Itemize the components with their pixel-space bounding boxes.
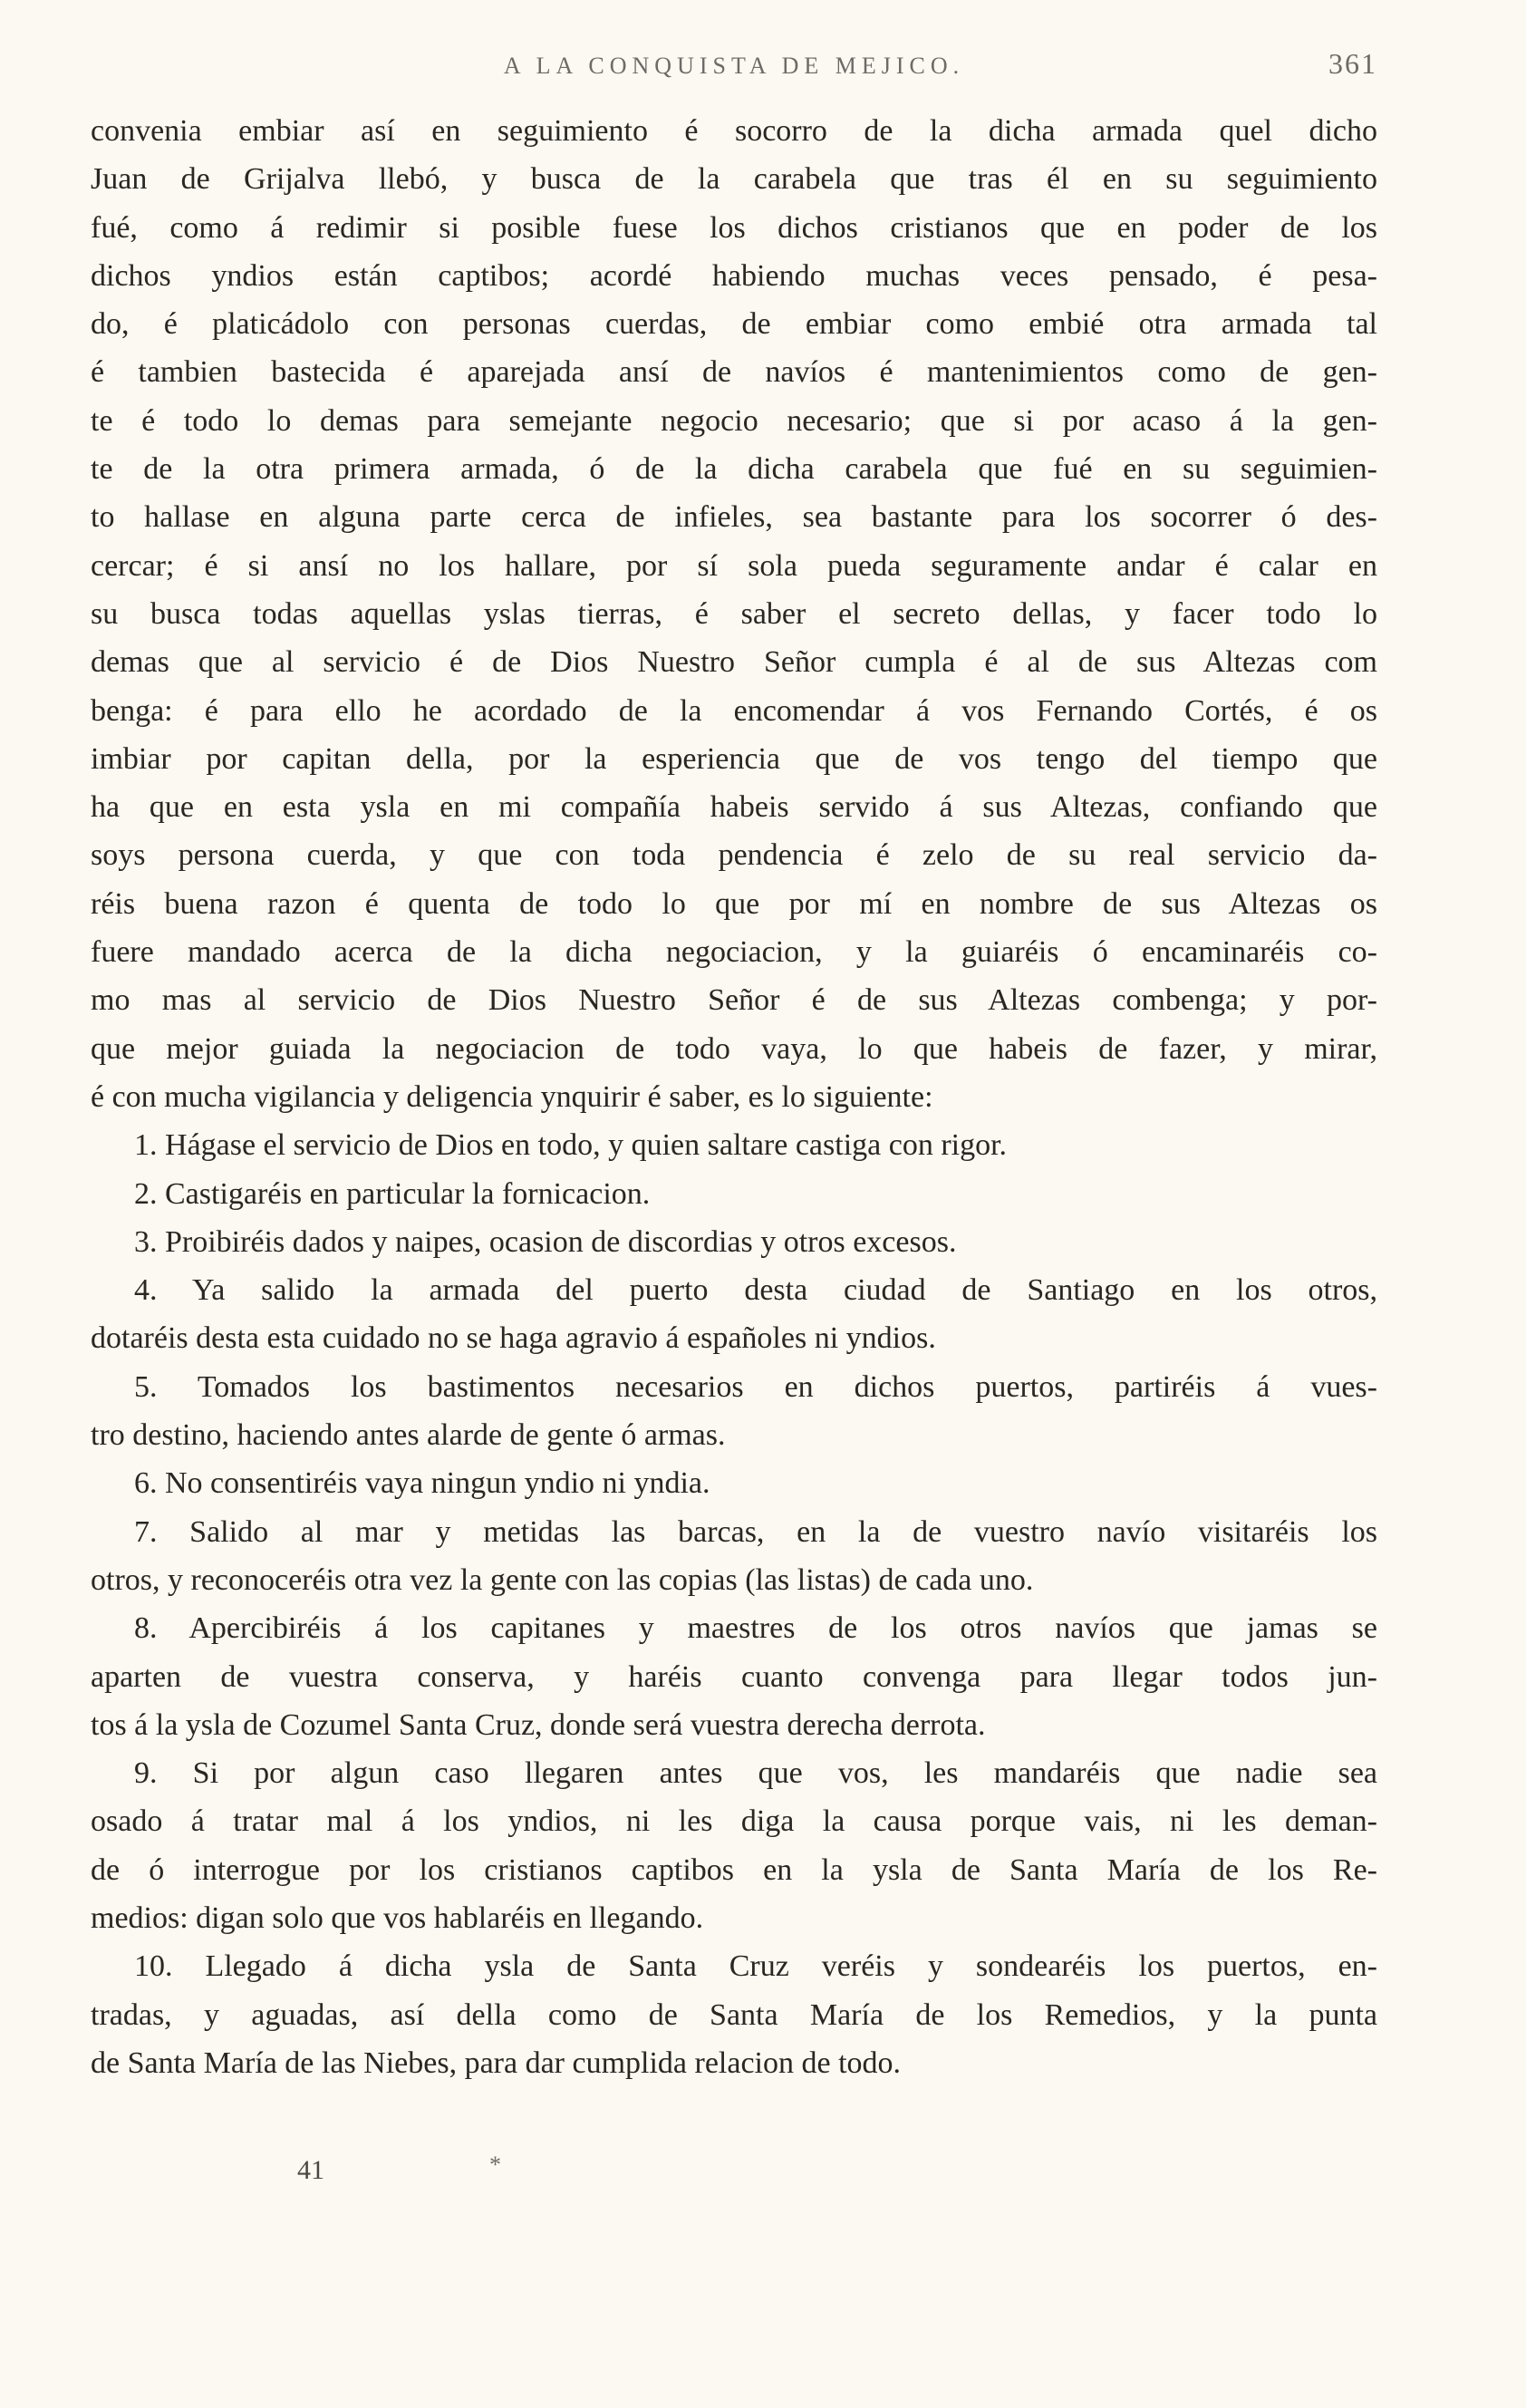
asterisk-mark: * <box>489 2152 501 2178</box>
text-line: su busca todas aquellas yslas tierras, é saber el secreto dellas, y facer todo lo <box>91 596 1377 631</box>
text-line: medios: digan solo que vos hablaréis en llegando. <box>91 1900 704 1935</box>
list-item-10: 10. Llegado á dicha ysla de Santa Cruz veréis y sondearéis los puertos, en- <box>134 1949 1377 1984</box>
list-item-6: 6. No consentiréis vaya ningun yndio ni yndia. <box>134 1466 710 1501</box>
text-line: demas que al servicio é de Dios Nuestro Señor cumpla é al de sus Altezas com <box>91 645 1377 680</box>
text-line: do, é platicádolo con personas cuerdas, de embiar como embié otra armada tal <box>91 307 1377 342</box>
text-line: é con mucha vigilancia y deligencia ynquirir é saber, es lo siguiente: <box>91 1079 933 1114</box>
text-line: mo mas al servicio de Dios Nuestro Señor é de sus Altezas combenga; y por- <box>91 983 1377 1018</box>
list-item-8: 8. Apercibiréis á los capitanes y maestres de los otros navíos que jamas se <box>134 1611 1377 1646</box>
text-line: osado á tratar mal á los yndios, ni les diga la causa porque vais, ni les deman- <box>91 1804 1377 1839</box>
text-line: fué, como á redimir si posible fuese los dichos cristianos que en poder de los <box>91 210 1377 245</box>
body-text <box>91 107 1377 2087</box>
list-item-7: 7. Salido al mar y metidas las barcas, en la de vuestro navío visitaréis los <box>134 1514 1377 1549</box>
signature-mark: 41 <box>297 2155 324 2185</box>
text-line: soys persona cuerda, y que con toda pendencia é zelo de su real servicio da- <box>91 838 1377 873</box>
text-line: otros, y reconoceréis otra vez la gente con las copias (las listas) de cada uno. <box>91 1562 1034 1597</box>
text-line: réis buena razon é quenta de todo lo que por mí en nombre de sus Altezas os <box>91 886 1377 921</box>
list-item-5: 5. Tomados los bastimentos necesarios en dichos puertos, partiréis á vues- <box>134 1369 1377 1404</box>
running-head: A LA CONQUISTA DE MEJICO. <box>503 53 965 79</box>
text-line: cercar; é si ansí no los hallare, por sí sola pueda seguramente andar é calar en <box>91 548 1377 583</box>
text-line: dotaréis desta esta cuidado no se haga agravio á españoles ni yndios. <box>91 1321 936 1356</box>
page-footer <box>91 2152 634 2200</box>
text-line: te é todo lo demas para semejante negocio necesario; que si por acaso á la gen- <box>91 403 1377 438</box>
list-item-9: 9. Si por algun caso llegaren antes que vos, les mandaréis que nadie sea <box>134 1756 1377 1791</box>
text-line: tradas, y aguadas, así della como de Santa María de los Remedios, y la punta <box>91 1997 1377 2032</box>
list-item-2: 2. Castigaréis en particular la fornicacion. <box>134 1176 651 1211</box>
list-item-4: 4. Ya salido la armada del puerto desta ciudad de Santiago en los otros, <box>134 1273 1377 1308</box>
page-number: 361 <box>1328 47 1377 80</box>
page-header <box>91 47 1377 89</box>
text-line: to hallase en alguna parte cerca de infieles, sea bastante para los socorrer ó des- <box>91 500 1377 535</box>
text-line: te de la otra primera armada, ó de la dicha carabela que fué en su seguimien- <box>91 452 1377 487</box>
text-line: dichos yndios están captibos; acordé habiendo muchas veces pensado, é pesa- <box>91 258 1377 293</box>
list-item-1: 1. Hágase el servicio de Dios en todo, y quien saltare castiga con rigor. <box>134 1128 1008 1163</box>
text-line: benga: é para ello he acordado de la encomendar á vos Fernando Cortés, é os <box>91 693 1377 728</box>
text-line: fuere mandado acerca de la dicha negociacion, y la guiaréis ó encaminaréis co- <box>91 935 1377 970</box>
list-item-3: 3. Proibiréis dados y naipes, ocasion de discordias y otros excesos. <box>134 1224 957 1259</box>
text-line: que mejor guiada la negociacion de todo vaya, lo que habeis de fazer, y mirar, <box>91 1031 1377 1066</box>
text-line: imbiar por capitan della, por la esperiencia que de vos tengo del tiempo que <box>91 741 1377 776</box>
text-line: Juan de Grijalva llebó, y busca de la carabela que tras él en su seguimiento <box>91 162 1377 197</box>
text-line: de Santa María de las Niebes, para dar cumplida relacion de todo. <box>91 2045 902 2080</box>
text-line: convenia embiar así en seguimiento é socorro de la dicha armada quel dicho <box>91 114 1377 148</box>
text-line: tro destino, haciendo antes alarde de gente ó armas. <box>91 1418 726 1453</box>
text-line: tos á la ysla de Cozumel Santa Cruz, donde será vuestra derecha derrota. <box>91 1707 986 1742</box>
text-line: aparten de vuestra conserva, y haréis cuanto convenga para llegar todos jun- <box>91 1659 1377 1694</box>
text-line: de ó interrogue por los cristianos captibos en la ysla de Santa María de los Re- <box>91 1852 1377 1887</box>
text-line: é tambien bastecida é aparejada ansí de navíos é mantenimientos como de gen- <box>91 355 1377 390</box>
text-line: ha que en esta ysla en mi compañía habeis servido á sus Altezas, confiando que <box>91 790 1377 825</box>
